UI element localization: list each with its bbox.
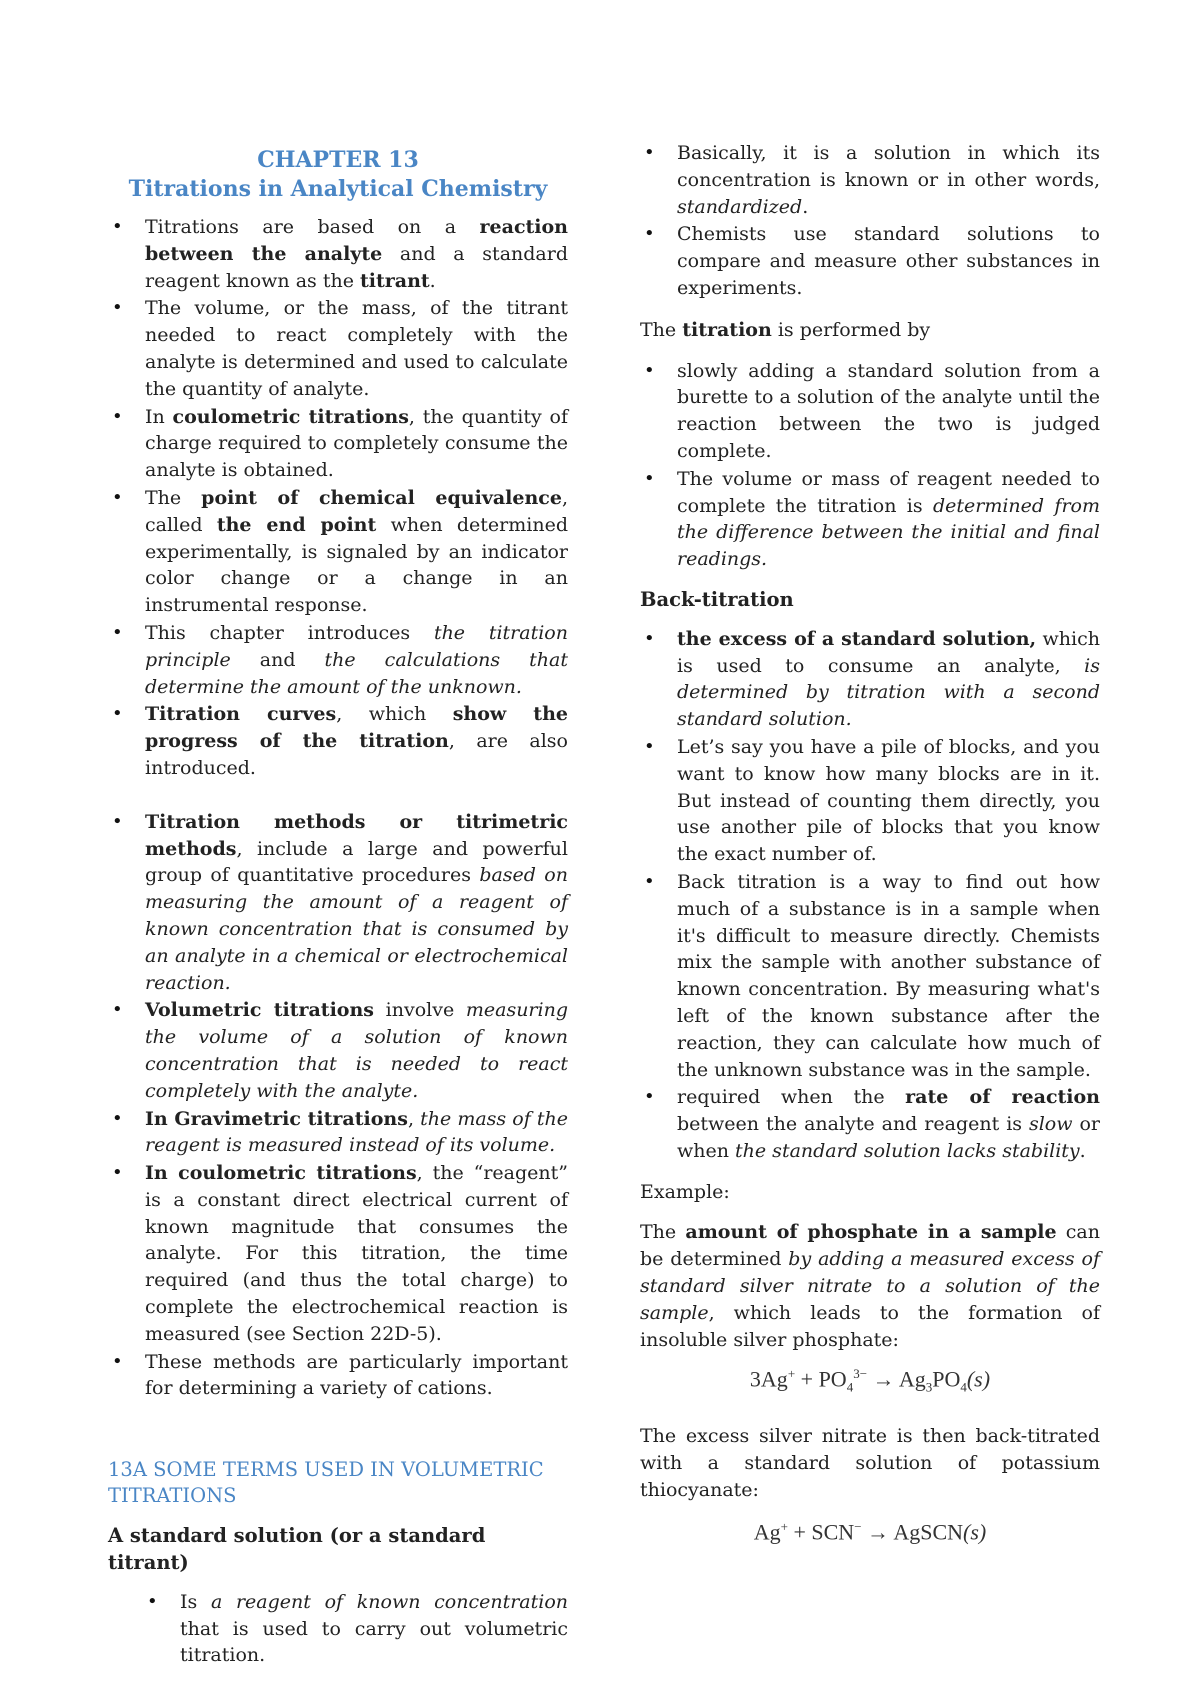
paragraph: The amount of phosphate in a sample can be determined by adding a measured excess of standard silver nitrate to a solution of the sample, which leads to the formation of insoluble silver phosphate:	[640, 1221, 1100, 1351]
list-item: • These methods are particularly important for determining a variety of cations.	[145, 1349, 568, 1403]
left-column	[108, 140, 568, 1670]
titration-steps-list	[640, 358, 1100, 573]
intro-list	[108, 214, 568, 782]
example-label: Example:	[640, 1180, 730, 1203]
list-item: • Titration curves, which show the progress of the titration, are also introduced.	[145, 701, 568, 781]
list-item: • Volumetric titrations involve measuring the volume of a solution of known concentration that is needed to react completely with the analyte.	[145, 997, 568, 1104]
spacer	[108, 1403, 568, 1457]
equation-silver-thiocyanate: Ag+ + SCN− → AgSCN(s)	[753, 1518, 987, 1544]
methods-list	[108, 809, 568, 1403]
list-item: • The volume or mass of reagent needed to complete the titration is determined from the difference between the initial and final readings.	[677, 466, 1100, 573]
list-item: • required when the rate of reaction between the analyte and reagent is slow or when the standard solution lacks stability.	[677, 1084, 1100, 1164]
spacer	[108, 783, 568, 809]
equation-silver-phosphate: $3Ag^+ + PO_4^{3-} \to Ag_3PO_4(s)$	[749, 1366, 991, 1396]
standard-solution-cont-list	[640, 140, 1100, 302]
list-item: • Basically, it is a solution in which its concentration is known or in other words, standardized.	[677, 140, 1100, 220]
list-item: • Let’s say you have a pile of blocks, and you want to know how many blocks are in it. But instead of counting them directly, you use another pile of blocks that you know the exact number of.	[677, 734, 1100, 868]
chapter-name: Titrations in Analytical Chemistry	[128, 176, 548, 202]
list-item: • The point of chemical equivalence, called the end point when determined experimentally, is signaled by an indicator color change or a change in an instrumental response.	[145, 485, 568, 619]
back-titration-list	[640, 626, 1100, 1165]
list-item: • In Gravimetric titrations, the mass of the reagent is measured instead of its volume.	[145, 1106, 568, 1160]
list-item: • Titration methods or titrimetric methods, include a large and powerful group of quantitative procedures based on measuring the amount of a reagent of known concentration that is consumed by an analyte in a chemical or electrochemical reaction.	[145, 809, 568, 997]
section-heading: 13A SOME TERMS USED IN VOLUMETRIC TITRATIONS	[108, 1458, 544, 1508]
list-item: • Back titration is a way to find out how much of a substance is in a sample when it's difficult to measure directly. Chemists mix the sample with another substance of known concentration. By measuring what's left of the known substance after the reaction, they can calculate how much of the unknown substance was in the sample.	[677, 869, 1100, 1083]
list-item: • Titrations are based on a reaction between the analyte and a standard reagent known as the titrant.	[145, 214, 568, 294]
paragraph: The titration is performed by	[640, 318, 931, 341]
list-item: • the excess of a standard solution, which is used to consume an analyte, is determined by titration with a second standard solution.	[677, 626, 1100, 733]
chapter-number: CHAPTER 13	[257, 147, 419, 173]
list-item: • Is a reagent of known concentration that is used to carry out volumetric titration.	[180, 1589, 568, 1669]
back-titration-heading: Back-titration	[640, 587, 794, 611]
list-item: • The volume, or the mass, of the titrant needed to react completely with the analyte is determined and used to calculate the quantity of analyte.	[145, 295, 568, 402]
list-item: • slowly adding a standard solution from a burette to a solution of the analyte until the reaction between the two is judged complete.	[677, 358, 1100, 465]
subheading: A standard solution (or a standard titrant)	[108, 1524, 486, 1575]
right-column	[640, 140, 1100, 1567]
list-item: • In coulometric titrations, the quantity of charge required to completely consume the analyte is obtained.	[145, 404, 568, 484]
list-item: • This chapter introduces the titration principle and the calculations that determine the amount of the unknown.	[145, 620, 568, 700]
paragraph: The excess silver nitrate is then back-titrated with a standard solution of potassium thiocyanate:	[640, 1425, 1100, 1501]
standard-solution-list	[108, 1589, 568, 1669]
list-item: • In coulometric titrations, the “reagent” is a constant direct electrical current of known magnitude that consumes the analyte. For this titration, the time required (and thus the total charge) to complete the electrochemical reaction is measured (see Section 22D-5).	[145, 1160, 568, 1348]
list-item: • Chemists use standard solutions to compare and measure other substances in experiments.	[677, 221, 1100, 301]
chapter-title	[108, 146, 568, 204]
